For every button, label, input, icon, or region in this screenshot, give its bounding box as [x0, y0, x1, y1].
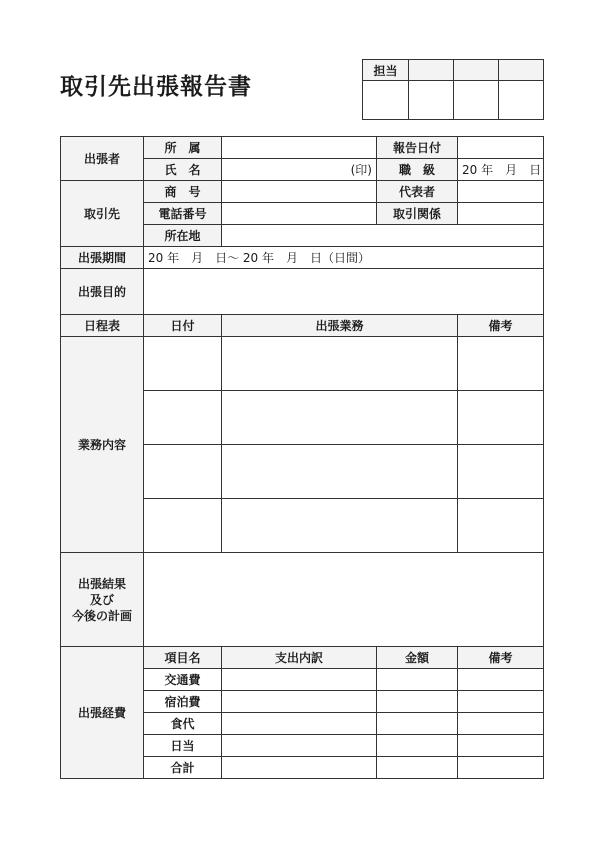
expense-breakdown-header: 支出内訳 — [222, 647, 377, 669]
stamp-cell[interactable] — [499, 81, 544, 120]
seal-mark: (印) — [350, 163, 372, 177]
schedule-note-cell[interactable] — [458, 391, 544, 445]
company-label: 商 号 — [144, 181, 222, 203]
schedule-note-cell[interactable] — [458, 445, 544, 499]
schedule-note-cell[interactable] — [458, 499, 544, 553]
address-field[interactable] — [222, 225, 544, 247]
results-field[interactable] — [144, 553, 544, 647]
expense-breakdown-cell[interactable] — [222, 735, 377, 757]
expense-amount-header: 金額 — [377, 647, 458, 669]
expense-amount-cell[interactable] — [377, 735, 458, 757]
rank-date-field[interactable]: 20 年 月 日 — [458, 159, 544, 181]
schedule-note-cell[interactable] — [458, 337, 544, 391]
affiliation-label: 所 属 — [144, 137, 222, 159]
expense-breakdown-cell[interactable] — [222, 669, 377, 691]
expense-breakdown-cell[interactable] — [222, 713, 377, 735]
expense-amount-cell[interactable] — [377, 669, 458, 691]
schedule-work-cell[interactable] — [222, 499, 458, 553]
schedule-label: 日程表 — [61, 315, 144, 337]
approval-stamp-box — [362, 59, 544, 120]
schedule-date-cell[interactable] — [144, 499, 222, 553]
stamp-header-cell — [454, 60, 499, 81]
expense-note-cell[interactable] — [458, 669, 544, 691]
expense-note-header: 備考 — [458, 647, 544, 669]
schedule-work-cell[interactable] — [222, 391, 458, 445]
rank-label: 職 級 — [377, 159, 458, 181]
work-content-label: 業務内容 — [61, 337, 144, 553]
schedule-date-header: 日付 — [144, 315, 222, 337]
expense-amount-cell[interactable] — [377, 757, 458, 779]
expense-note-cell[interactable] — [458, 735, 544, 757]
expenses-label: 出張経費 — [61, 647, 144, 779]
representative-field[interactable] — [458, 181, 544, 203]
expense-item-meals: 食代 — [144, 713, 222, 735]
schedule-date-cell[interactable] — [144, 391, 222, 445]
page-title: 取引先出張報告書 — [60, 74, 252, 100]
report-date-field[interactable] — [458, 137, 544, 159]
expense-amount-cell[interactable] — [377, 691, 458, 713]
expense-breakdown-cell[interactable] — [222, 691, 377, 713]
traveler-header: 出張者 — [61, 137, 144, 181]
affiliation-field[interactable] — [222, 137, 377, 159]
name-field[interactable] — [222, 159, 377, 181]
stamp-cell[interactable] — [363, 81, 409, 120]
schedule-date-cell[interactable] — [144, 445, 222, 499]
purpose-label: 出張目的 — [61, 269, 144, 315]
representative-label: 代表者 — [377, 181, 458, 203]
report-form — [60, 136, 544, 779]
results-label — [61, 553, 144, 647]
phone-label: 電話番号 — [144, 203, 222, 225]
period-field[interactable]: 20 年 月 日〜 20 年 月 日（日間） — [144, 247, 544, 269]
expense-item-total: 合計 — [144, 757, 222, 779]
stamp-cell[interactable] — [409, 81, 454, 120]
results-label-line1: 出張結果 — [77, 576, 126, 591]
report-date-label: 報告日付 — [377, 137, 458, 159]
relation-label: 取引関係 — [377, 203, 458, 225]
schedule-work-cell[interactable] — [222, 337, 458, 391]
stamp-label-tantou: 担当 — [363, 60, 409, 81]
schedule-work-cell[interactable] — [222, 445, 458, 499]
expense-note-cell[interactable] — [458, 757, 544, 779]
expense-item-transport: 交通費 — [144, 669, 222, 691]
results-label-line2: 及び — [89, 592, 114, 607]
expense-note-cell[interactable] — [458, 713, 544, 735]
period-label: 出張期間 — [61, 247, 144, 269]
schedule-work-header: 出張業務 — [222, 315, 458, 337]
expense-item-header: 項目名 — [144, 647, 222, 669]
purpose-field[interactable] — [144, 269, 544, 315]
schedule-note-header: 備考 — [458, 315, 544, 337]
expense-amount-cell[interactable] — [377, 713, 458, 735]
expense-item-daily-allowance: 日当 — [144, 735, 222, 757]
relation-field[interactable] — [458, 203, 544, 225]
company-field[interactable] — [222, 181, 377, 203]
expense-note-cell[interactable] — [458, 691, 544, 713]
expense-item-lodging: 宿泊費 — [144, 691, 222, 713]
client-header: 取引先 — [61, 181, 144, 247]
address-label: 所在地 — [144, 225, 222, 247]
stamp-cell[interactable] — [454, 81, 499, 120]
name-label: 氏 名 — [144, 159, 222, 181]
results-label-line3: 今後の計画 — [71, 608, 132, 623]
stamp-header-cell — [409, 60, 454, 81]
stamp-header-cell — [499, 60, 544, 81]
expense-breakdown-cell[interactable] — [222, 757, 377, 779]
schedule-date-cell[interactable] — [144, 337, 222, 391]
phone-field[interactable] — [222, 203, 377, 225]
